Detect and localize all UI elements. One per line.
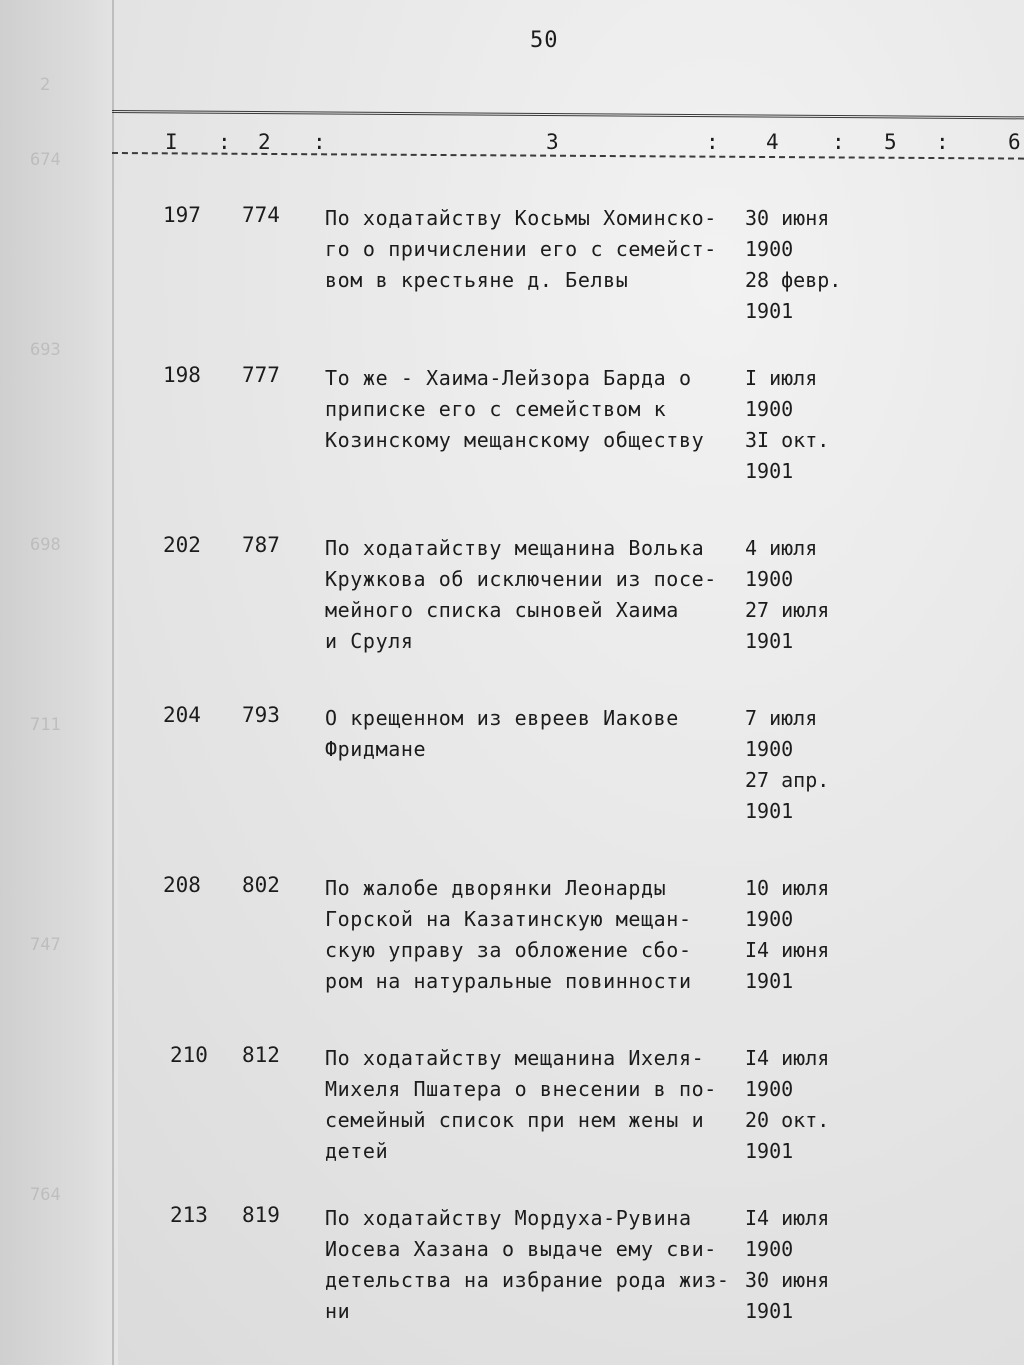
- header-col-1: I: [165, 130, 178, 154]
- description-line: По жалобе дворянки Леонарды: [325, 876, 667, 900]
- end-year: 1901: [745, 629, 794, 653]
- entry-number: 213: [170, 1203, 208, 1227]
- header-separator: :: [218, 130, 231, 154]
- description-line: Иосева Хазана о выдаче ему сви-: [325, 1237, 717, 1261]
- page-number: 50: [530, 28, 559, 53]
- description-line: скую управу за обложение сбо-: [325, 938, 692, 962]
- bleed-through-mark: 674: [30, 150, 61, 170]
- header-col-6: 6: [1008, 130, 1021, 154]
- start-year: 1900: [745, 1237, 794, 1261]
- description-line: По ходатайству Мордуха-Рувина: [325, 1206, 692, 1230]
- entry-dates: [745, 873, 885, 997]
- header-separator: :: [706, 130, 719, 154]
- description-line: То же - Хаима-Лейзора Барда о: [325, 366, 692, 390]
- end-date: 28 февр.: [745, 268, 842, 292]
- start-date: I июля: [745, 366, 818, 390]
- end-date: 3I окт.: [745, 428, 830, 452]
- header-rule-top: [112, 110, 1024, 119]
- description-line: го о причислении его с семейст-: [325, 237, 717, 261]
- entry-reference: 819: [242, 1203, 280, 1227]
- end-year: 1901: [745, 459, 794, 483]
- entry-reference: 812: [242, 1043, 280, 1067]
- description-line: и Сруля: [325, 629, 414, 653]
- entry-number: 197: [163, 203, 201, 227]
- start-date: 4 июля: [745, 536, 818, 560]
- entry-description: [325, 873, 740, 997]
- entry-description: [325, 533, 740, 657]
- header-col-2: 2: [258, 130, 271, 154]
- entry-dates: [745, 363, 885, 487]
- entry-description: [325, 1203, 740, 1327]
- entry-number: 208: [163, 873, 201, 897]
- description-line: ни: [325, 1299, 351, 1323]
- entry-reference: 793: [242, 703, 280, 727]
- entry-dates: [745, 1043, 885, 1167]
- end-date: 27 июля: [745, 598, 830, 622]
- start-year: 1900: [745, 567, 794, 591]
- bleed-through-mark: 2: [40, 75, 51, 95]
- end-date: 27 апр.: [745, 768, 830, 792]
- start-year: 1900: [745, 397, 794, 421]
- bleed-through-mark: 693: [30, 340, 61, 360]
- entry-description: [325, 363, 740, 456]
- entry-reference: 774: [242, 203, 280, 227]
- bleed-through-mark: 747: [30, 935, 61, 955]
- start-year: 1900: [745, 737, 794, 761]
- description-line: По ходатайству мещанина Волька: [325, 536, 705, 560]
- description-line: семейный список при нем жены и: [325, 1108, 705, 1132]
- description-line: Горской на Казатинскую мещан-: [325, 907, 692, 931]
- description-line: О крещенном из евреев Иакове: [325, 706, 679, 730]
- start-date: 10 июля: [745, 876, 830, 900]
- entry-number: 198: [163, 363, 201, 387]
- end-year: 1901: [745, 799, 794, 823]
- end-date: 20 окт.: [745, 1108, 830, 1132]
- header-col-5: 5: [884, 130, 897, 154]
- start-year: 1900: [745, 1077, 794, 1101]
- description-line: Фридмане: [325, 737, 427, 761]
- end-year: 1901: [745, 1299, 794, 1323]
- start-date: 30 июня: [745, 206, 830, 230]
- start-date: I4 июля: [745, 1206, 830, 1230]
- description-line: По ходатайству мещанина Ихеля-: [325, 1046, 705, 1070]
- end-year: 1901: [745, 1139, 794, 1163]
- start-year: 1900: [745, 907, 794, 931]
- entry-dates: [745, 703, 885, 827]
- header-col-3: 3: [546, 130, 559, 154]
- header-separator: :: [936, 130, 949, 154]
- header-col-4: 4: [766, 130, 779, 154]
- start-date: 7 июля: [745, 706, 818, 730]
- header-separator: :: [313, 130, 326, 154]
- entry-description: [325, 703, 740, 765]
- bleed-through-mark: 764: [30, 1185, 61, 1205]
- previous-page-edge: [0, 0, 118, 1365]
- description-line: По ходатайству Косьмы Хоминско-: [325, 206, 717, 230]
- end-year: 1901: [745, 969, 794, 993]
- entry-number: 210: [170, 1043, 208, 1067]
- description-line: мейного списка сыновей Хаима: [325, 598, 679, 622]
- end-year: 1901: [745, 299, 794, 323]
- entry-dates: [745, 203, 885, 327]
- entry-description: [325, 1043, 740, 1167]
- entry-number: 204: [163, 703, 201, 727]
- start-year: 1900: [745, 237, 794, 261]
- entry-reference: 777: [242, 363, 280, 387]
- end-date: I4 июня: [745, 938, 830, 962]
- entry-dates: [745, 533, 885, 657]
- description-line: вом в крестьяне д. Белвы: [325, 268, 629, 292]
- description-line: детей: [325, 1139, 389, 1163]
- entry-reference: 802: [242, 873, 280, 897]
- description-line: Козинскому мещанскому обществу: [325, 428, 705, 452]
- description-line: ром на натуральные повинности: [325, 969, 692, 993]
- page-fold: [112, 0, 114, 1365]
- description-line: детельства на избрание рода жиз-: [325, 1268, 730, 1292]
- end-date: 30 июня: [745, 1268, 830, 1292]
- entry-number: 202: [163, 533, 201, 557]
- description-line: приписке его с семейством к: [325, 397, 667, 421]
- header-separator: :: [832, 130, 845, 154]
- entry-dates: [745, 1203, 885, 1327]
- start-date: I4 июля: [745, 1046, 830, 1070]
- entry-reference: 787: [242, 533, 280, 557]
- bleed-through-mark: 698: [30, 535, 61, 555]
- bleed-through-mark: 711: [30, 715, 61, 735]
- description-line: Кружкова об исключении из посе-: [325, 567, 717, 591]
- description-line: Михеля Пшатера о внесении в по-: [325, 1077, 717, 1101]
- entry-description: [325, 203, 740, 296]
